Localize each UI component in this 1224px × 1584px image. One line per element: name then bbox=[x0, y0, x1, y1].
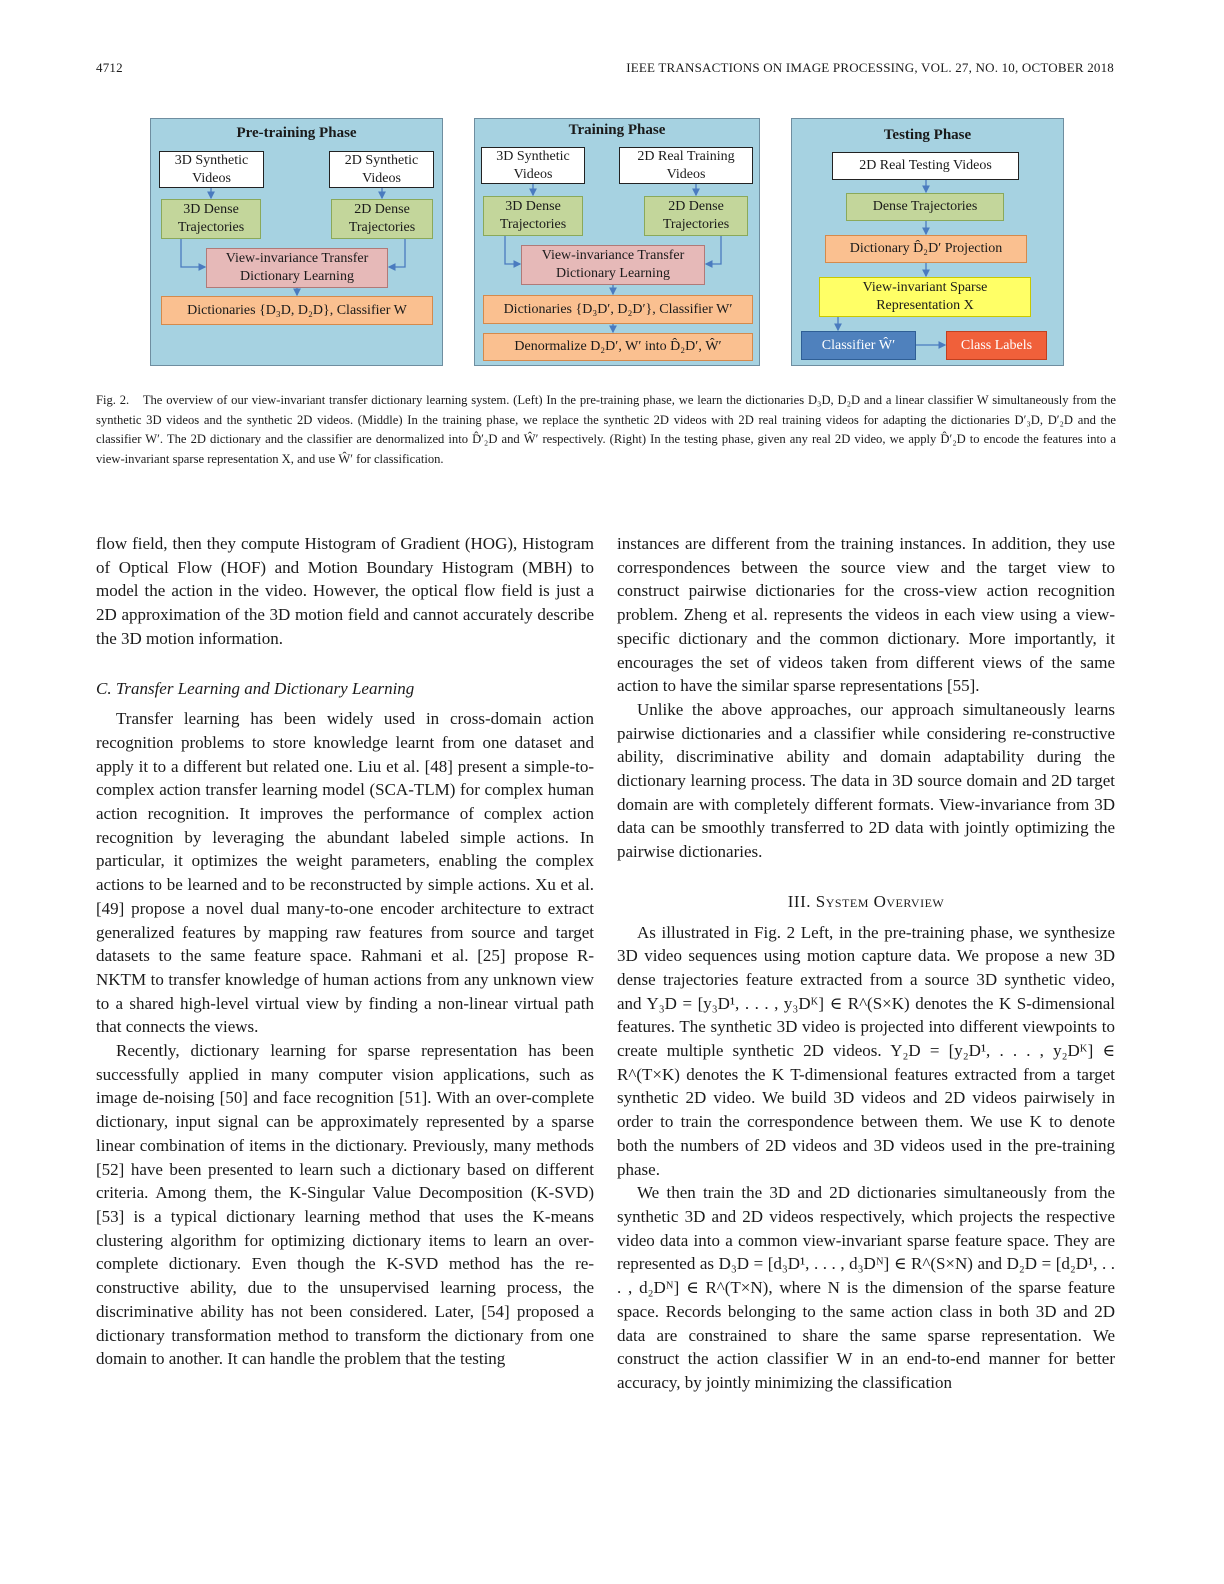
box-line: Trajectories bbox=[499, 217, 567, 232]
box-line: Class Labels bbox=[960, 337, 1033, 353]
box-line: Dictionary D̂₂D′ Projection bbox=[849, 241, 1003, 256]
pretraining-panel bbox=[150, 118, 443, 366]
paragraph: Unlike the above approaches, our approach simultaneously learns pairwise dictionaries and a classifier while considering re-constructive ability, discriminative ability and domain adaptability during the dictionary learning process. The data in 3D source domain and 2D target domain are with completely different formats. View-invariance from 3D data can be smoothly transferred to 2D data with jointly optimizing the pairwise dictionaries. bbox=[617, 699, 1115, 862]
paragraph: Transfer learning has been widely used in cross-domain action recognition problems to store knowledge learnt from one dataset and apply it to a different but related one. Liu et al. [48] present a simple-to-complex action transfer learning model (SCA-TLM) for complex human action recognition. It improves the performance of complex action recognition by leveraging the abundant labeled simple actions. In particular, it optimizes the weight parameters, enabling the complex actions to be learned and to be reconstructed by simple actions. Xu et al. [49] propose a novel dual many-to-one encoder architecture to extract generalized features by mapping raw features from source and target datasets to the same feature space. Rahmani et al. [25] propose R-NKTM to transfer knowledge of human actions from any unknown view to a shared high-level virtual view by finding a non-linear virtual path that connects the views. bbox=[96, 709, 594, 1037]
box-line: View-invariance Transfer bbox=[225, 251, 369, 266]
box-line: 3D Synthetic bbox=[496, 148, 570, 164]
box-line: Denormalize D₂D′, W′ into D̂₂D′, Ŵ′ bbox=[514, 339, 722, 354]
box-line: 3D Synthetic bbox=[174, 152, 249, 168]
journal-header: IEEE TRANSACTIONS ON IMAGE PROCESSING, VOL. 27, NO. 10, OCTOBER 2018 bbox=[626, 60, 1114, 75]
caption-text: The overview of our view-invariant transfer dictionary learning system. (Left) In the pre-training phase, we learn the dictionaries D₃D, D₂D and a linear classifier W simultaneously from the synthetic 3D videos and the synthetic 2D videos. (Middle) In the training phase, we replace the synthetic 2D videos with 2D real training videos for adapting the dictionaries D′₃D, D′₂D and the classifier W′. The 2D dictionary and the classifier are denormalized into D̂′₂D and Ŵ′ respectively. (Right) In the testing phase, given any real 2D video, we apply D̂′₂D to encode the features into a view-invariant sparse representation X, and use Ŵ′ for classification. bbox=[96, 393, 1117, 466]
box-line: Videos bbox=[513, 166, 553, 182]
box-line: Videos bbox=[666, 166, 706, 182]
box-line: Dense Trajectories bbox=[872, 199, 978, 214]
testing-title: Testing Phase bbox=[883, 127, 972, 143]
box-line: 3D Dense bbox=[183, 202, 239, 217]
training-arrows bbox=[475, 119, 761, 367]
box-line: 2D Dense bbox=[354, 202, 410, 217]
box-line: 2D Dense bbox=[668, 199, 724, 214]
figure-label: Fig. 2. bbox=[96, 393, 130, 407]
paragraph: flow field, then they compute Histogram of Gradient (HOG), Histogram of Optical Flow (HOF) and Motion Boundary Histogram (MBH) to model the action in the video. However, the optical flow field is just a 2D approximation of the 3D motion field and cannot accurately describe the 3D motion information. bbox=[96, 534, 594, 648]
box-line: 2D Real Testing Videos bbox=[859, 158, 992, 173]
box-line: Representation X bbox=[876, 298, 974, 313]
pretraining-arrows bbox=[151, 119, 444, 367]
training-title: Training Phase bbox=[568, 122, 666, 138]
testing-panel bbox=[791, 118, 1064, 366]
box-line: 2D Real Training bbox=[637, 148, 735, 164]
subsection-heading: C. Transfer Learning and Dictionary Learning bbox=[96, 678, 415, 698]
paragraph: Recently, dictionary learning for sparse representation has been successfully applied in many computer vision applications, such as image de-noising [50] and face recognition [51]. With an over-complete dictionary, input signal can be approximately represented by a sparse linear combination of items in the dictionary. Previously, many methods [52] have been presented to learn such a dictionary based on different criteria. Among them, the K-Singular Value Decomposition (K-SVD) [53] is a typical dictionary learning method that uses the K-means clustering algorithm for optimizing dictionary items to learn an over-complete dictionary. Even though the K-SVD method has the re-constructive ability, due to the unsupervised learning process, the discriminative ability has not been considered. Later, [54] proposed a dictionary transformation method to transform the dictionary from one domain to another. It can handle the problem that the testing bbox=[96, 1041, 594, 1369]
left-column bbox=[96, 532, 594, 1371]
box-line: 3D Dense bbox=[505, 199, 561, 214]
box-line: Dictionaries {D₃D′, D₂D′}, Classifier W′ bbox=[503, 301, 733, 317]
paragraph: We then train the 3D and 2D dictionaries simultaneously from the synthetic 3D and 2D videos respectively, which projects the respective video data into a common view-invariant sparse feature space. They are represented as D₃D = [d₃D¹, . . . , d₃Dᴺ] ∈ R^(S×N) and D₂D = [d₂D¹, . . . , d₂Dᴺ] ∈ R^(T×N), where N is the dimension of the sparse feature space. Records belonging to the same action class in both 3D and 2D data are constrained to share the same sparse representation. We construct the action classifier W in an end-to-end manner for better accuracy, by jointly minimizing the classification bbox=[617, 1183, 1115, 1392]
box-line: Classifier Ŵ′ bbox=[821, 337, 896, 353]
right-column bbox=[617, 532, 1115, 1395]
box-line: Trajectories bbox=[348, 220, 416, 235]
box-line: Dictionary Learning bbox=[556, 266, 670, 281]
training-panel bbox=[474, 118, 760, 366]
box-line: View-invariant Sparse bbox=[862, 280, 988, 295]
page-number: 4712 bbox=[96, 60, 123, 75]
figure-caption bbox=[96, 391, 1116, 469]
box-line: Dictionaries {D₃D, D₂D}, Classifier W bbox=[187, 302, 407, 318]
box-line: Dictionary Learning bbox=[240, 269, 354, 284]
pretraining-title: Pre-training Phase bbox=[236, 125, 357, 141]
box-line: View-invariance Transfer bbox=[541, 248, 685, 263]
box-line: Trajectories bbox=[662, 217, 730, 232]
section-heading: III. System Overview bbox=[787, 891, 945, 911]
box-line: 2D Synthetic bbox=[344, 152, 419, 168]
paragraph: instances are different from the training instances. In addition, they use correspondences between the source view and the target view to construct pairwise dictionaries for the cross-view action recognition problem. Zheng et al. represents the videos in each view using a view-specific dictionary and the common dictionary. More importantly, it encourages the set of videos taken from different views of the same action to have the similar sparse representations [55]. bbox=[617, 534, 1115, 696]
paragraph: As illustrated in Fig. 2 Left, in the pre-training phase, we synthesize 3D video sequences using motion capture data. We propose a new 3D dense trajectories feature extracted from a source 3D synthetic video, and Y₃D = [y₃D¹, . . . , y₃Dᴷ] ∈ R^(S×K) denotes the K S-dimensional features. The synthetic 3D video is projected into different viewpoints to create multiple synthetic 2D videos. Y₂D = [y₂D¹, . . . , y₂Dᴷ] ∈ R^(T×K) denotes the K T-dimensional features extracted from a target synthetic 2D video. We build 3D videos and 2D videos pairwisely in order to train the correspondence between them. We use K to denote both the numbers of 2D videos and 3D videos used in the pre-training phase. bbox=[617, 922, 1115, 1179]
box-line: Videos bbox=[192, 170, 231, 186]
box-line: Trajectories bbox=[177, 220, 245, 235]
box-line: Videos bbox=[362, 170, 401, 186]
testing-arrows bbox=[792, 119, 1065, 367]
